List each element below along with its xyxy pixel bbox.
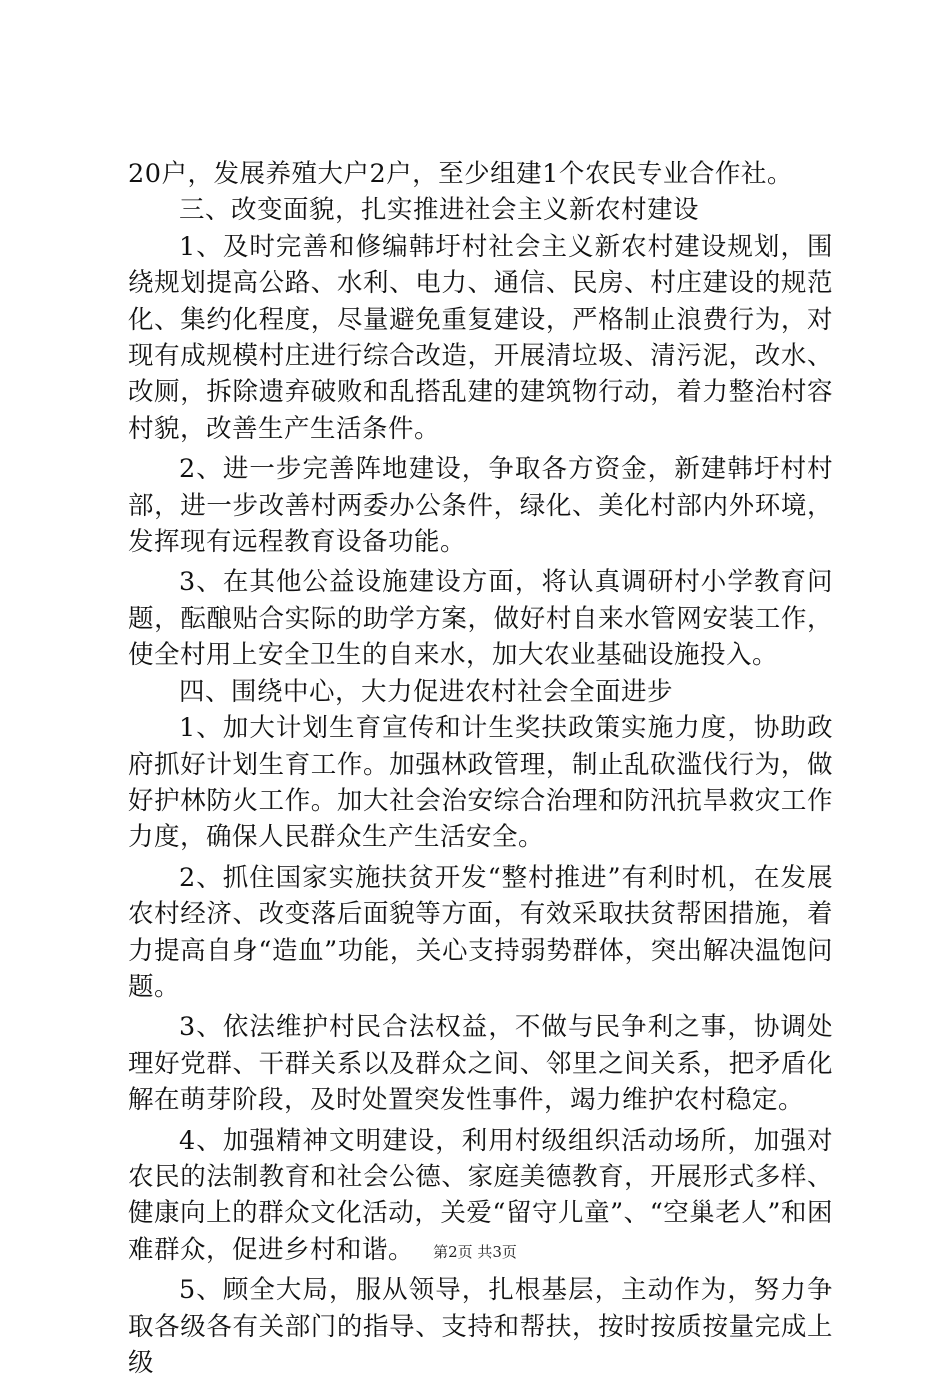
section-heading-3: 三、改变面貌，扎实推进社会主义新农村建设 bbox=[179, 195, 700, 226]
paragraph-continuation: 20户，发展养殖大户2户，至少组建1个农民专业合作社。 bbox=[128, 159, 793, 189]
paragraph-4-5: 5、顾全大局，服从领导，扎根基层，主动作为，努力争取各级各有关部门的指导、支持和帮扶，按时按质按量完成上级 bbox=[128, 1275, 833, 1378]
document-body bbox=[128, 156, 833, 1381]
paragraph-4-3: 3、依法维护村民合法权益，不做与民争利之事，协调处理好党群、干群关系以及群众之间、邻里之间关系，把矛盾化解在萌芽阶段，及时处置突发性事件，竭力维护农村稳定。 bbox=[128, 1012, 833, 1116]
paragraph-3-3: 3、在其他公益设施建设方面，将认真调研村小学教育问题，酝酿贴合实际的助学方案，做好村自来水管网安装工作，使全村用上安全卫生的自来水，加大农业基础设施投入。 bbox=[128, 567, 833, 671]
paragraph-4-2: 2、抓住国家实施扶贫开发“整村推进”有利时机，在发展农村经济、改变落后面貌等方面，有效采取扶贫帮困措施，着力提高自身“造血”功能，关心支持弱势群体，突出解决温饱问题。 bbox=[128, 862, 833, 1002]
page-number-footer: 第2页 共3页 bbox=[433, 1243, 517, 1261]
section-heading-4: 四、围绕中心，大力促进农村社会全面进步 bbox=[179, 676, 674, 707]
paragraph-3-2: 2、进一步完善阵地建设，争取各方资金，新建韩圩村村部，进一步改善村两委办公条件，绿化、美化村部内外环境，发挥现有远程教育设备功能。 bbox=[128, 454, 833, 558]
paragraph-4-4: 4、加强精神文明建设，利用村级组织活动场所，加强对农民的法制教育和社会公德、家庭美德教育，开展形式多样、健康向上的群众文化活动，关爱“留守儿童”、“空巢老人”和困难群众，促进乡村和谐。 bbox=[128, 1125, 833, 1265]
paragraph-3-1: 1、及时完善和修编韩圩村社会主义新农村建设规划，围绕规划提高公路、水利、电力、通信、民房、村庄建设的规范化、集约化程度，尽量避免重复建设，严格制止浪费行为，对现有成规模村庄进行综合改造，开展清垃圾、清污泥，改水、改厕，拆除遗弃破败和乱搭乱建的建筑物行动，着力整治村容村貌，改善生产生活条件。 bbox=[128, 231, 833, 444]
paragraph-4-1: 1、加大计划生育宣传和计生奖扶政策实施力度，协助政府抓好计划生育工作。加强林政管理，制止乱砍滥伐行为，做好护林防火工作。加大社会治安综合治理和防汛抗旱救灾工作力度，确保人民群众生产生活安全。 bbox=[128, 713, 833, 853]
